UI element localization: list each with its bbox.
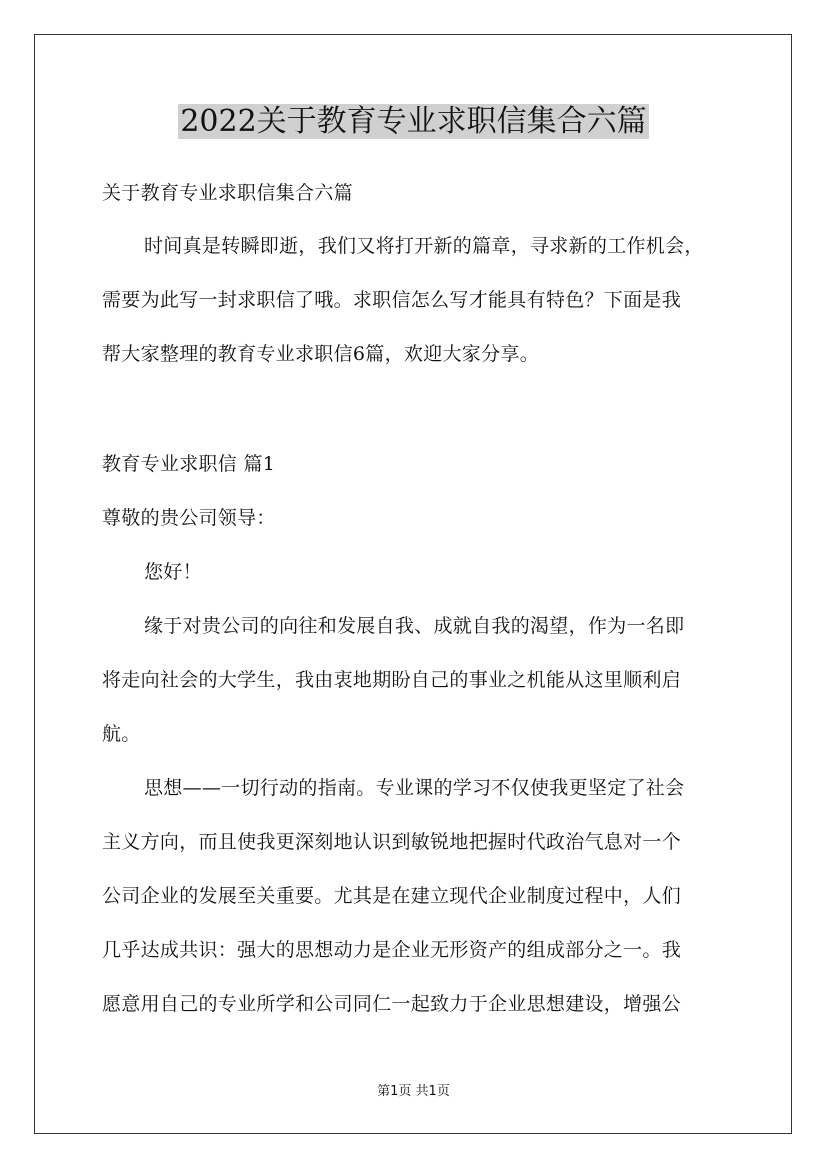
document-title-text: 2022关于教育专业求职信集合六篇 [180, 104, 647, 139]
subtitle: 关于教育专业求职信集合六篇 [102, 182, 353, 204]
salutation: 尊敬的贵公司领导： [102, 507, 276, 529]
para2-line-5: 愿意用自己的专业所学和公司同仁一起致力于企业思想建设，增强公 [102, 993, 682, 1015]
section-heading: 教育专业求职信 篇1 [102, 453, 276, 475]
para2-line-1: 思想——一切行动的指南。专业课的学习不仅使我更坚定了社会 [144, 777, 685, 799]
page-number: 第1页 共1页 [377, 1084, 450, 1099]
para2-line-3: 公司企业的发展至关重要。尤其是在建立现代企业制度过程中，人们 [102, 885, 682, 907]
para1-line-3: 航。 [102, 723, 141, 745]
para1-line-2: 将走向社会的大学生，我由衷地期盼自己的事业之机能从这里顺利启 [102, 669, 682, 691]
intro-line-1: 时间真是转瞬即逝，我们又将打开新的篇章，寻求新的工作机会， [144, 235, 704, 257]
para2-line-4: 几乎达成共识：强大的思想动力是企业无形资产的组成部分之一。我 [102, 939, 682, 961]
para1-line-1: 缘于对贵公司的向往和发展自我、成就自我的渴望，作为一名即 [144, 615, 685, 637]
intro-line-3: 帮大家整理的教育专业求职信6篇，欢迎大家分享。 [102, 343, 539, 365]
intro-line-2: 需要为此写一封求职信了哦。求职信怎么写才能具有特色？下面是我 [102, 289, 682, 311]
greeting: 您好！ [144, 561, 202, 583]
para2-line-2: 主义方向，而且使我更深刻地认识到敏锐地把握时代政治气息对一个 [102, 831, 682, 853]
document-title [0, 100, 827, 144]
